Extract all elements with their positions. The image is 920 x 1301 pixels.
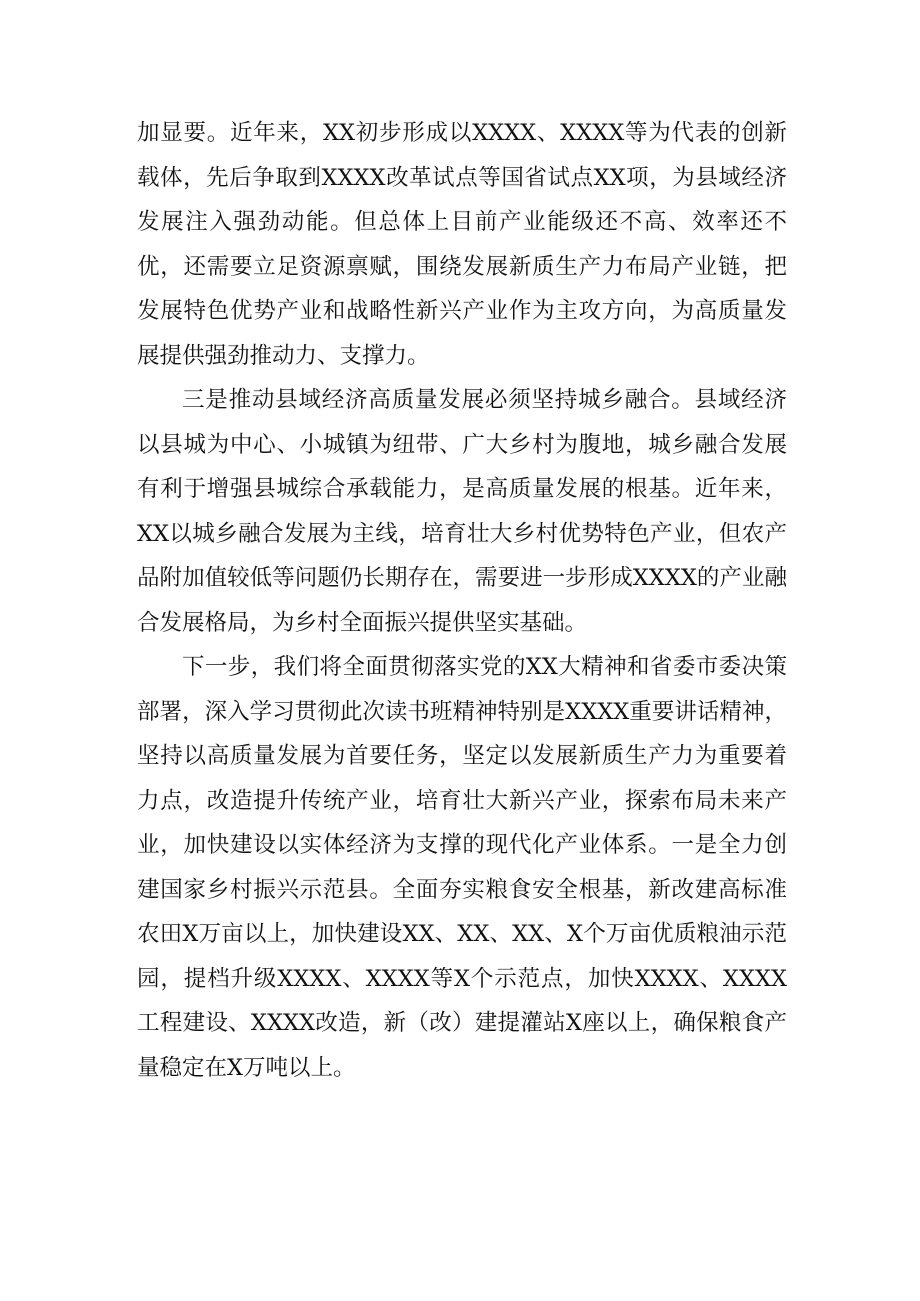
paragraph-continued: 加显要。近年来，XX初步形成以XXXX、XXXX等为代表的创新载体，先后争取到XXXX改革试点等国省试点XX项，为县域经济发展注入强劲动能。但总体上目前产业能级还不高、效率还不优，还需要立足资源禀赋，围绕发展新质生产力布局产业链，把发展特色优势产业和战略性新兴产业作为主攻方向，为高质量发展提供强劲推动力、支撑力。 [137,120,787,369]
document-body [137,111,787,1090]
paragraph-urban-rural-integration: 三是推动县域经济高质量发展必须坚持城乡融合。县域经济以县城为中心、小城镇为纽带、广大乡村为腹地，城乡融合发展有利于增强县城综合承载能力，是高质量发展的根基。近年来，XX以城乡融合发展为主线，培育壮大乡村优势特色产业，但农产品附加值较低等问题仍长期存在，需要进一步形成XXXX的产业融合发展格局，为乡村全面振兴提供坚实基础。 [137,387,787,636]
paragraph-next-steps: 下一步，我们将全面贯彻落实党的XX大精神和省委市委决策部署，深入学习贯彻此次读书班精神特别是XXXX重要讲话精神，坚持以高质量发展为首要任务，坚定以发展新质生产力为重要着力点，改造提升传统产业，培育壮大新兴产业，探索布局未来产业，加快建设以实体经济为支撑的现代化产业体系。一是全力创建国家乡村振兴示范县。全面夯实粮食安全根基，新改建高标准农田X万亩以上，加快建设XX、XX、XX、X个万亩优质粮油示范园，提档升级XXXX、XXXX等X个示范点，加快XXXX、XXXX工程建设、XXXX改造，新（改）建提灌站X座以上，确保粮食产量稳定在X万吨以上。 [137,654,787,1081]
